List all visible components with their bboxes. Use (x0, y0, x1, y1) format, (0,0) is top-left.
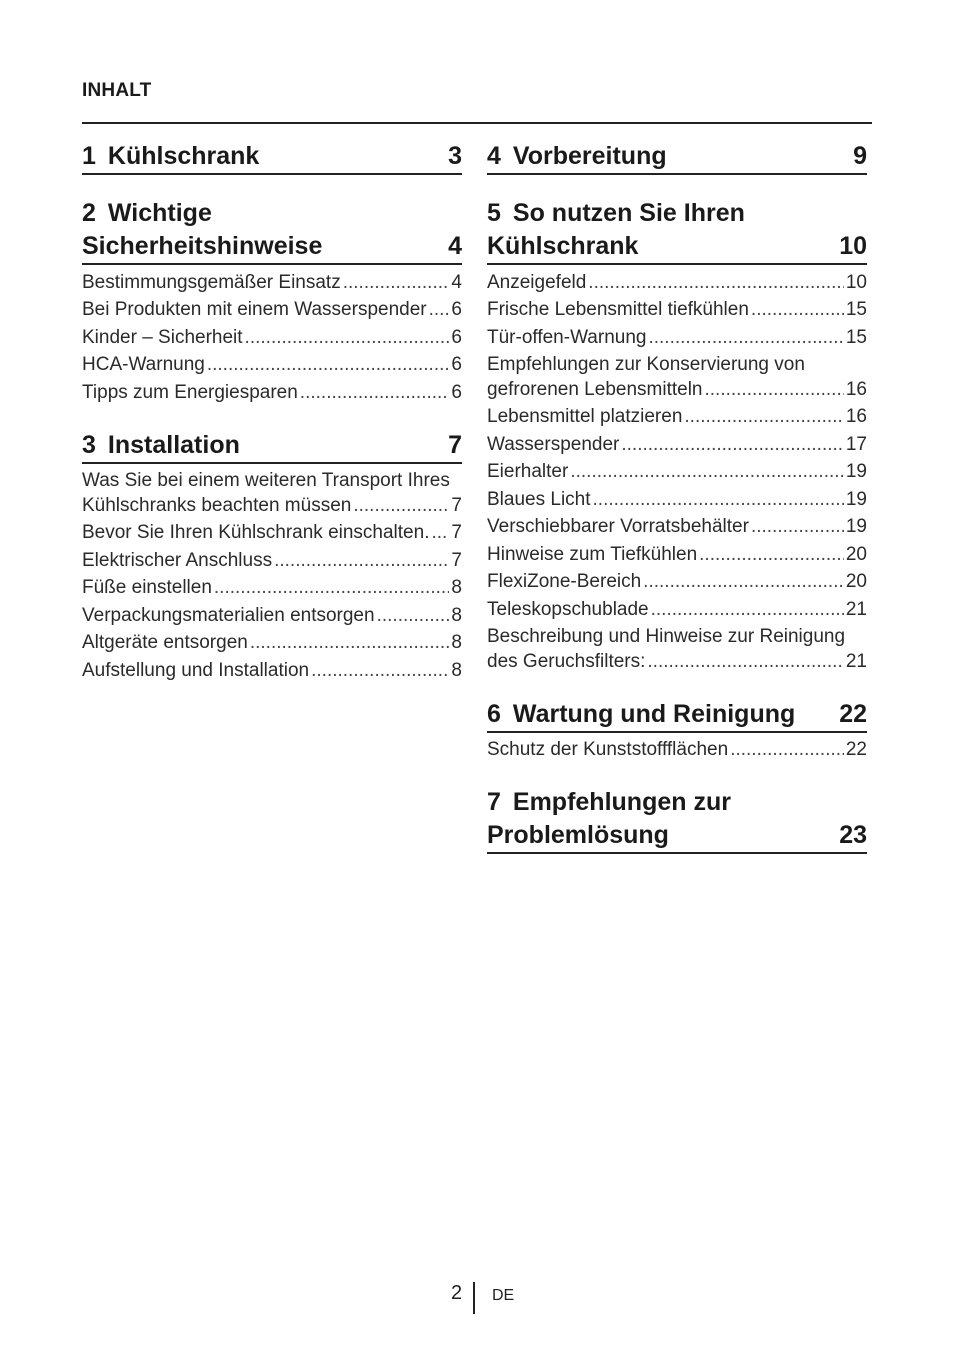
section-heading[interactable] (82, 429, 462, 464)
section-number: 5 (487, 199, 501, 227)
toc-entry[interactable] (487, 514, 867, 542)
entry-page: 22 (845, 739, 867, 760)
section-title: Wichtige (107, 199, 212, 227)
entry-text: Lebensmittel platzieren (487, 406, 683, 427)
entry-page: 7 (451, 522, 462, 543)
entry-page: 8 (451, 632, 462, 653)
section-title: Empfehlungen zur (512, 788, 731, 816)
toc-entry[interactable] (487, 624, 867, 676)
entry-line (487, 570, 867, 595)
section-heading[interactable] (487, 819, 867, 854)
entry-list (487, 269, 867, 676)
section-number: 3 (82, 430, 96, 459)
entry-line (82, 353, 462, 378)
toc-left-column (82, 140, 462, 707)
toc-section (82, 140, 462, 175)
section-page: 22 (839, 699, 867, 728)
toc-section (82, 429, 462, 685)
entry-page: 17 (845, 433, 867, 455)
entry-text: Elektrischer Anschluss (82, 549, 273, 571)
dot-leader (621, 433, 844, 458)
top-divider (82, 122, 872, 124)
section-number: 7 (487, 788, 501, 816)
toc-section (82, 197, 462, 407)
entry-line (82, 381, 462, 406)
entry-text: Kühlschranks beachten müssen (82, 494, 352, 516)
entry-page: 6 (451, 299, 462, 320)
entry-page: 7 (451, 549, 462, 571)
section-title (487, 140, 667, 173)
section-number: 6 (487, 699, 501, 728)
dot-leader (643, 570, 844, 595)
section-heading[interactable] (487, 230, 867, 265)
entry-text-line: Was Sie bei einem weiteren Transport Ihres (82, 470, 450, 491)
entry-line (487, 378, 867, 403)
toc-entry[interactable] (487, 459, 867, 487)
entry-list (487, 737, 867, 765)
dot-leader (588, 271, 844, 296)
entry-page: 6 (451, 381, 462, 403)
entry-page: 16 (845, 406, 867, 427)
dot-leader (214, 576, 450, 601)
toc-entry[interactable] (487, 352, 867, 404)
entry-page: 20 (845, 543, 867, 565)
entry-page: 8 (451, 577, 462, 598)
entry-line (82, 576, 462, 601)
section-page: 23 (839, 821, 867, 849)
footer-divider (473, 1282, 475, 1314)
dot-leader (651, 598, 844, 623)
entry-text: Verschiebbarer Vorratsbehälter (487, 516, 749, 537)
section-heading-line (82, 197, 462, 230)
section-title-text: Vorbereitung (512, 142, 667, 170)
toc-entry[interactable] (82, 547, 462, 575)
dot-leader (699, 543, 844, 568)
entry-line (487, 405, 867, 430)
toc-entry[interactable] (487, 569, 867, 597)
section-heading-line (487, 197, 867, 230)
entry-text: Frische Lebensmittel tiefkühlen (487, 299, 749, 320)
entry-text-line: Beschreibung und Hinweise zur Reinigung (487, 626, 846, 647)
entry-text: Tipps zum Energiesparen (82, 381, 298, 403)
entry-text: Schutz der Kunststoffflächen (487, 739, 729, 760)
entry-text: Bevor Sie Ihren Kühlschrank einschalten. (82, 522, 430, 543)
entry-page: 21 (845, 650, 867, 672)
section-page: 3 (448, 142, 462, 170)
entry-page: 8 (451, 659, 462, 681)
entry-line (82, 549, 462, 574)
dot-leader (431, 521, 449, 546)
entry-page: 15 (845, 326, 867, 348)
entry-line (487, 543, 867, 568)
toc-section (487, 197, 867, 676)
entry-text: Verpackungsmaterialien entsorgen (82, 604, 375, 626)
entry-text: Altgeräte entsorgen (82, 632, 248, 653)
entry-line (487, 433, 867, 458)
dot-leader (730, 738, 844, 763)
dot-leader (704, 378, 843, 403)
entry-page: 19 (845, 516, 867, 537)
entry-text: Hinweise zum Tiefkühlen (487, 543, 698, 565)
section-title (487, 698, 795, 731)
dot-leader (274, 549, 449, 574)
section-title-text: Kühlschrank (487, 232, 639, 260)
toc-entry[interactable] (487, 431, 867, 459)
toc-entry[interactable] (487, 541, 867, 569)
entry-line (487, 488, 867, 513)
section-heading[interactable] (487, 140, 867, 175)
entry-line (487, 271, 867, 296)
section-page: 4 (448, 232, 462, 260)
toc-entry[interactable] (487, 404, 867, 432)
section-title-text: Sicherheitshinweise (82, 232, 323, 260)
entry-text: Blaues Licht (487, 488, 591, 510)
dot-leader (311, 659, 449, 684)
dot-leader (751, 298, 844, 323)
toc-entry[interactable] (487, 324, 867, 352)
toc-right-column (487, 140, 867, 876)
toc-entry[interactable] (82, 630, 462, 658)
toc-entry[interactable] (487, 297, 867, 325)
entry-text: Tür-offen-Warnung (487, 326, 647, 348)
section-heading[interactable] (82, 140, 462, 175)
entry-line (82, 659, 462, 684)
section-heading-line (487, 786, 867, 819)
entry-text: Bei Produkten mit einem Wasserspender (82, 299, 427, 320)
page-number: 2 (451, 1282, 463, 1304)
dot-leader (300, 381, 450, 406)
toc-entry[interactable] (82, 657, 462, 685)
section-page: 9 (853, 142, 867, 170)
entry-text: Eierhalter (487, 461, 569, 482)
toc-entry[interactable] (487, 737, 867, 765)
toc-entry[interactable] (82, 324, 462, 352)
section-number: 2 (82, 199, 96, 227)
section-title-text: Wartung und Reinigung (512, 699, 796, 728)
entry-text: Bestimmungsgemäßer Einsatz (82, 271, 341, 293)
entry-text: Anzeigefeld (487, 271, 587, 293)
entry-text: Kinder – Sicherheit (82, 326, 243, 348)
entry-line (82, 326, 462, 351)
section-title-text: Kühlschrank (107, 142, 260, 170)
page-heading: INHALT (82, 80, 152, 101)
entry-text: gefrorenen Lebensmitteln (487, 378, 703, 400)
entry-text: Teleskopschublade (487, 598, 649, 620)
toc-section (487, 786, 867, 854)
entry-line (487, 515, 867, 540)
section-title (82, 230, 322, 263)
entry-line (82, 271, 462, 296)
dot-leader (377, 604, 450, 629)
section-number: 4 (487, 142, 501, 170)
entry-page: 10 (845, 271, 867, 293)
section-title-text: Installation (107, 430, 240, 459)
dot-leader (250, 631, 450, 656)
entry-page: 15 (845, 299, 867, 320)
entry-line (82, 298, 462, 323)
section-title: So nutzen Sie Ihren (512, 199, 745, 227)
section-heading[interactable] (82, 230, 462, 265)
dot-leader (343, 271, 450, 296)
dot-leader (684, 405, 843, 430)
entry-page: 7 (451, 494, 462, 516)
toc-entry[interactable] (82, 602, 462, 630)
entry-line (82, 521, 462, 546)
dot-leader (429, 298, 450, 323)
entry-list (82, 269, 462, 407)
toc-entry[interactable] (487, 486, 867, 514)
section-title-text: Problemlösung (487, 821, 669, 849)
toc-entry[interactable] (487, 269, 867, 297)
dot-leader (245, 326, 450, 351)
entry-page: 4 (451, 271, 462, 293)
entry-line (487, 298, 867, 323)
entry-line (487, 460, 867, 485)
toc-entry[interactable] (82, 575, 462, 603)
dot-leader (751, 515, 844, 540)
language-code: DE (492, 1287, 515, 1304)
toc-entry[interactable] (487, 596, 867, 624)
toc-entry[interactable] (82, 352, 462, 380)
toc-entry[interactable] (82, 297, 462, 325)
entry-page: 21 (845, 598, 867, 620)
toc-entry[interactable] (82, 379, 462, 407)
entry-line (487, 598, 867, 623)
entry-line (487, 650, 867, 675)
entry-text: Füße einstellen (82, 577, 212, 598)
dot-leader (593, 488, 844, 513)
dot-leader (353, 494, 449, 519)
entry-text: Wasserspender (487, 433, 620, 455)
entry-page: 6 (451, 326, 462, 348)
entry-line (82, 604, 462, 629)
toc-section (487, 698, 867, 765)
entry-page: 19 (845, 488, 867, 510)
dot-leader (648, 326, 843, 351)
entry-line (82, 631, 462, 656)
section-title (487, 230, 638, 263)
section-page: 7 (448, 430, 462, 459)
entry-page: 19 (845, 461, 867, 482)
section-title (82, 429, 240, 462)
toc-section (487, 140, 867, 175)
entry-page: 6 (451, 354, 462, 375)
section-title (82, 140, 259, 173)
entry-line (487, 326, 867, 351)
entry-page: 8 (451, 604, 462, 626)
entry-line (487, 738, 867, 763)
dot-leader (207, 353, 450, 378)
entry-list (82, 468, 462, 685)
dot-leader (570, 460, 844, 485)
section-page: 10 (839, 232, 867, 260)
entry-text: Aufstellung und Installation (82, 659, 310, 681)
entry-page: 20 (845, 571, 867, 592)
entry-text: HCA-Warnung (82, 354, 205, 375)
entry-text: FlexiZone-Bereich (487, 571, 642, 592)
toc-entry[interactable] (82, 468, 462, 520)
entry-line (82, 494, 462, 519)
entry-page: 16 (845, 378, 867, 400)
section-number: 1 (82, 142, 96, 170)
toc-entry[interactable] (82, 520, 462, 548)
toc-entry[interactable] (82, 269, 462, 297)
dot-leader (647, 650, 843, 675)
section-title (487, 819, 669, 852)
entry-text-line: Empfehlungen zur Konservierung von (487, 354, 805, 375)
section-heading[interactable] (487, 698, 867, 733)
entry-text: des Geruchsfilters: (487, 650, 646, 672)
